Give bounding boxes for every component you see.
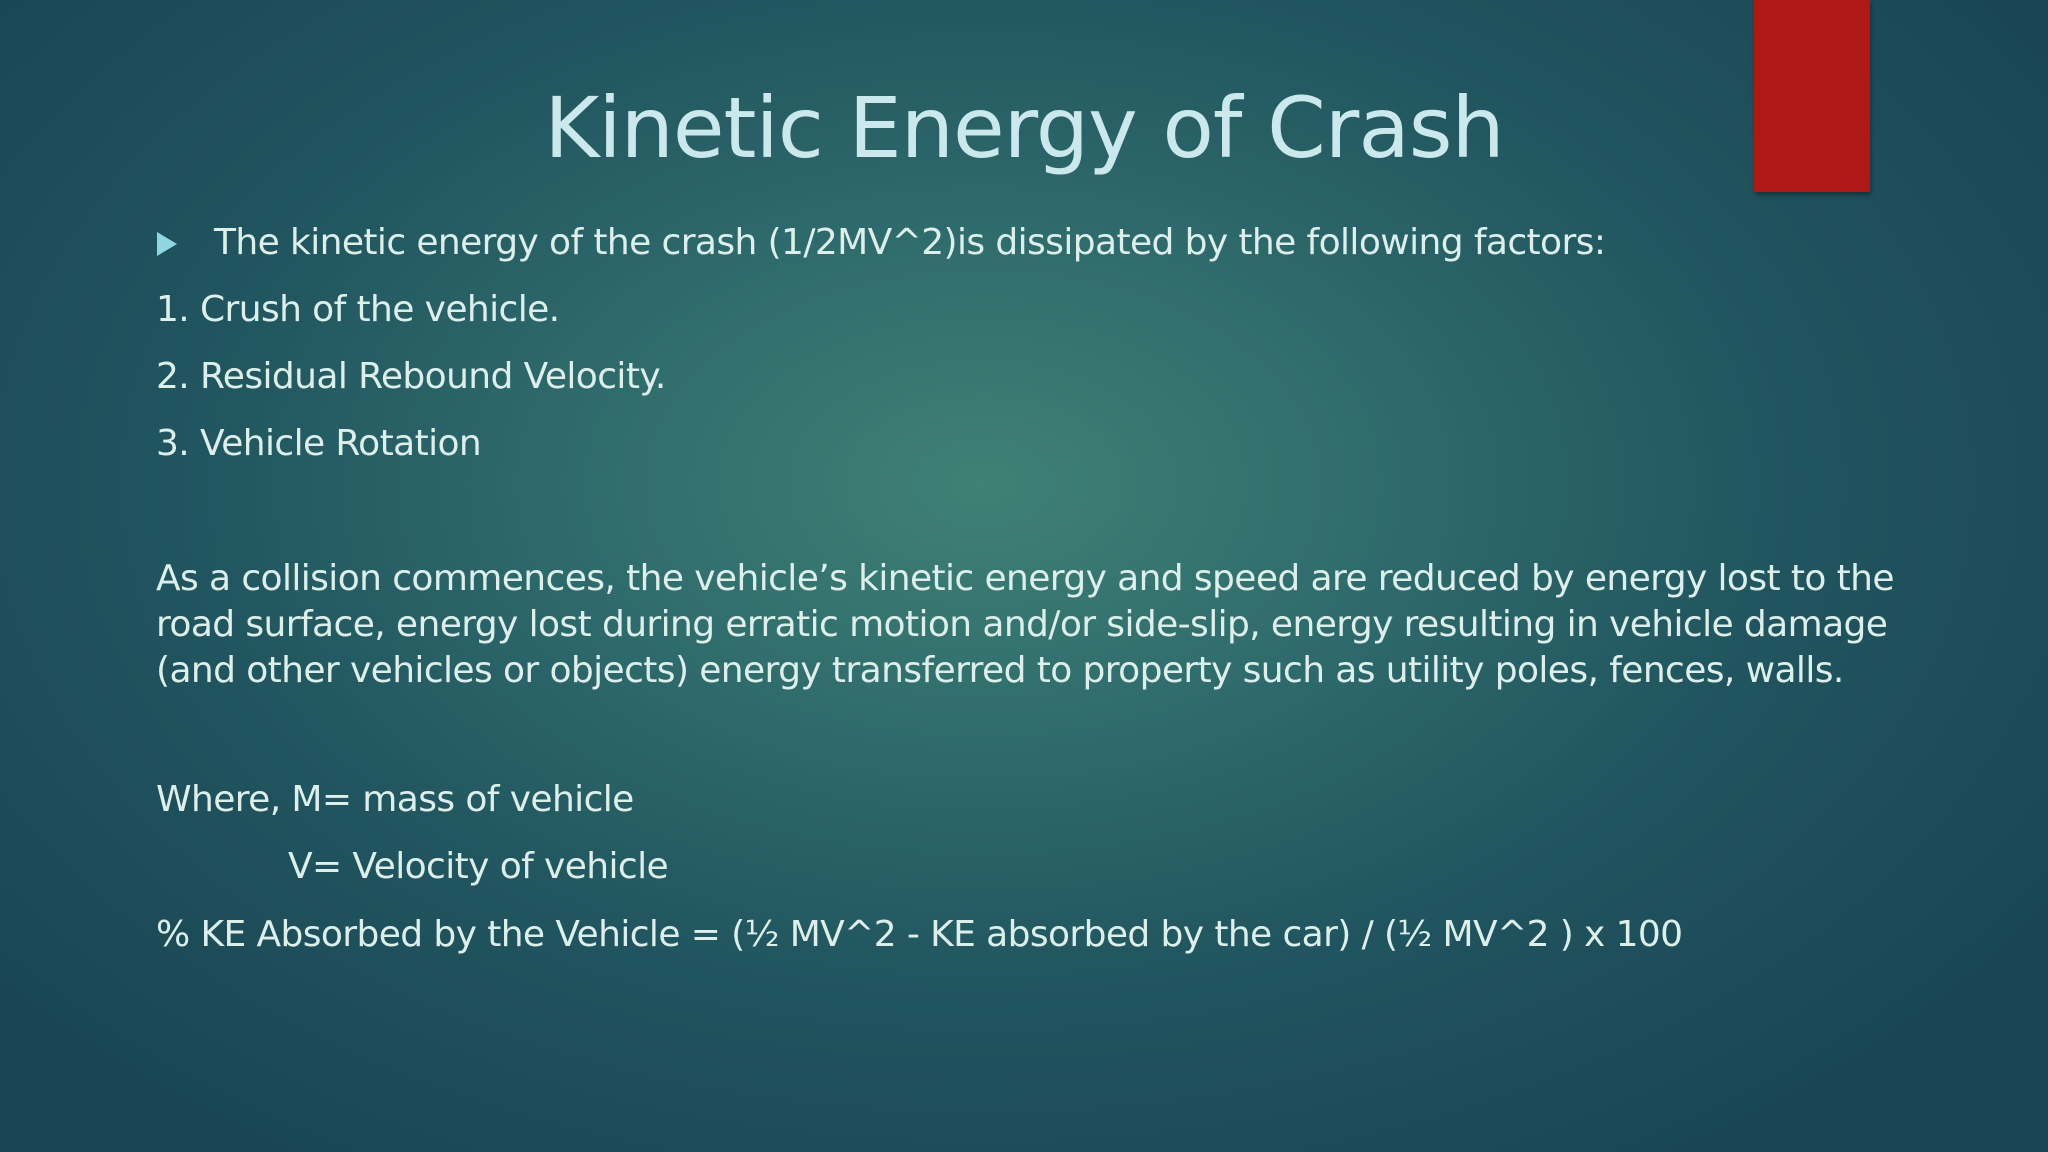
paragraph-line: As a collision commences, the vehicle’s kinetic energy and speed are reduced by energy lost to the: [156, 558, 1894, 599]
paragraph-line: road surface, energy lost during erratic motion and/or side-slip, energy resulting in vehicle damage: [156, 604, 1888, 645]
factor-item: 3. Vehicle Rotation: [156, 423, 482, 464]
triangle-bullet-icon: [157, 232, 177, 256]
definition-mass: Where, M= mass of vehicle: [156, 779, 634, 820]
slide-title: Kinetic Energy of Crash: [544, 79, 1504, 177]
formula-text: % KE Absorbed by the Vehicle = (½ MV^2 - KE absorbed by the car) / (½ MV^2 ) x 100: [156, 914, 1683, 955]
factor-item: 1. Crush of the vehicle.: [156, 289, 560, 330]
collision-paragraph: [156, 556, 1894, 694]
paragraph-line: (and other vehicles or objects) energy transferred to property such as utility poles, fences, walls.: [156, 650, 1844, 691]
bullet-text: The kinetic energy of the crash (1/2MV^2)is dissipated by the following factors:: [214, 222, 1606, 263]
factor-item: 2. Residual Rebound Velocity.: [156, 356, 666, 397]
definition-velocity: V= Velocity of vehicle: [288, 846, 669, 887]
